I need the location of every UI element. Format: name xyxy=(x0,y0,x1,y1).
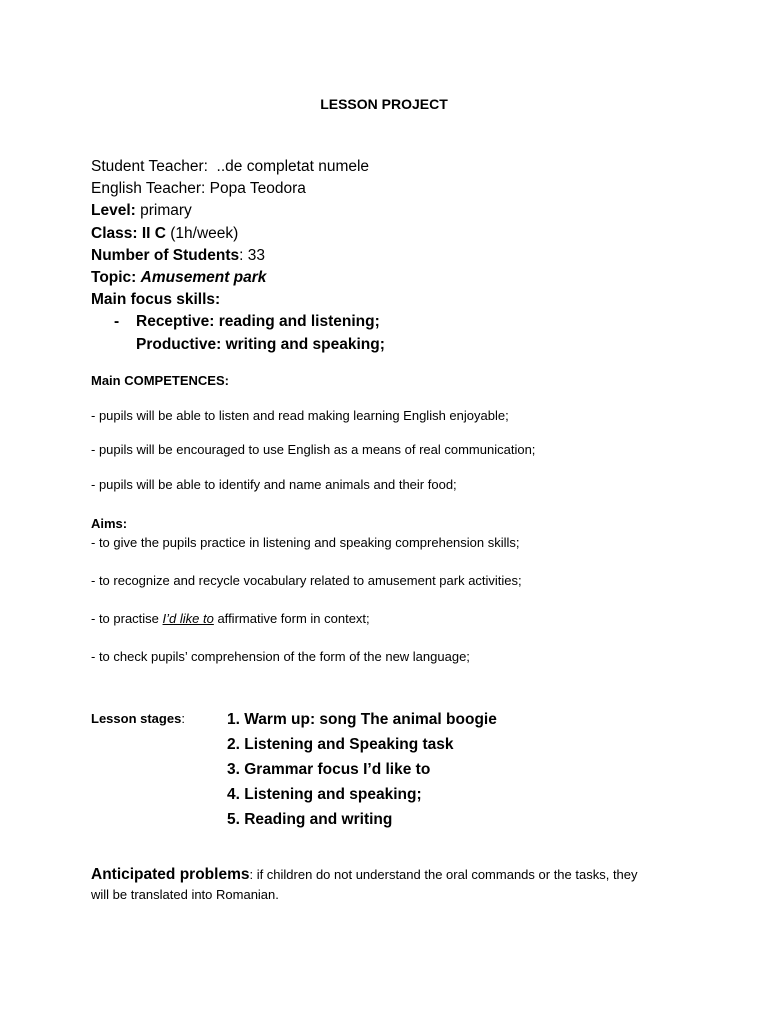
anticipated-problems-label: Anticipated problems xyxy=(91,866,250,883)
competence-item: - pupils will be able to identify and name animals and their food; xyxy=(91,477,457,492)
students-value: : 33 xyxy=(239,247,265,264)
students-line xyxy=(91,247,265,265)
aim-item xyxy=(91,611,370,626)
aims-heading: Aims: xyxy=(91,516,128,531)
aim-item: - to check pupils’ comprehension of the form of the new language; xyxy=(91,649,470,664)
topic-label: Topic: xyxy=(91,269,137,286)
student-teacher-line xyxy=(91,158,369,176)
productive-skill: Productive: writing and speaking; xyxy=(136,336,385,353)
competence-item: - pupils will be encouraged to use English as a means of real communication; xyxy=(91,442,536,457)
level-line xyxy=(91,202,192,220)
competences-heading: Main COMPETENCES: xyxy=(91,373,229,388)
student-teacher-label: Student Teacher: xyxy=(91,158,208,175)
topic-line xyxy=(91,269,266,287)
student-teacher-value: ..de completat numele xyxy=(216,158,370,175)
bullet-dash: - xyxy=(114,313,120,330)
english-teacher-line xyxy=(91,180,306,198)
lesson-stage-item: 3. Grammar focus I’d like to xyxy=(227,761,431,778)
lesson-stages-colon: : xyxy=(181,711,185,726)
receptive-skill: Receptive: reading and listening; xyxy=(136,313,380,330)
topic-value: Amusement park xyxy=(140,269,267,286)
class-line xyxy=(91,225,238,243)
aim-item-suffix: affirmative form in context; xyxy=(213,611,370,626)
anticipated-problems-line xyxy=(91,866,638,884)
competence-item: - pupils will be able to listen and read making learning English enjoyable; xyxy=(91,408,509,423)
lesson-stage-item: 4. Listening and speaking; xyxy=(227,786,422,803)
class-label: Class: II C xyxy=(91,225,166,242)
aim-item-prefix: - to practise xyxy=(91,611,163,626)
level-value: primary xyxy=(140,202,192,219)
class-value: (1h/week) xyxy=(170,225,239,242)
english-teacher-label: English Teacher: xyxy=(91,180,206,197)
lesson-stage-item: 5. Reading and writing xyxy=(227,811,393,828)
lesson-stage-item: 1. Warm up: song The animal boogie xyxy=(227,711,497,728)
anticipated-problems-continuation: will be translated into Romanian. xyxy=(91,887,279,902)
main-focus-label: Main focus skills: xyxy=(91,291,221,308)
lesson-stages-label: Lesson stages xyxy=(91,711,182,726)
students-label: Number of Students xyxy=(91,247,240,264)
aim-item: - to give the pupils practice in listening and speaking comprehension skills; xyxy=(91,535,520,550)
anticipated-problems-text: : if children do not understand the oral commands or the tasks, they xyxy=(249,867,638,882)
lesson-stages-label-line xyxy=(91,711,185,726)
english-teacher-value: Popa Teodora xyxy=(209,180,306,197)
aim-item-underlined: I’d like to xyxy=(162,611,214,626)
page-title: LESSON PROJECT xyxy=(320,96,448,112)
lesson-stage-item: 2. Listening and Speaking task xyxy=(227,736,454,753)
level-label: Level: xyxy=(91,202,136,219)
aim-item: - to recognize and recycle vocabulary related to amusement park activities; xyxy=(91,573,522,588)
